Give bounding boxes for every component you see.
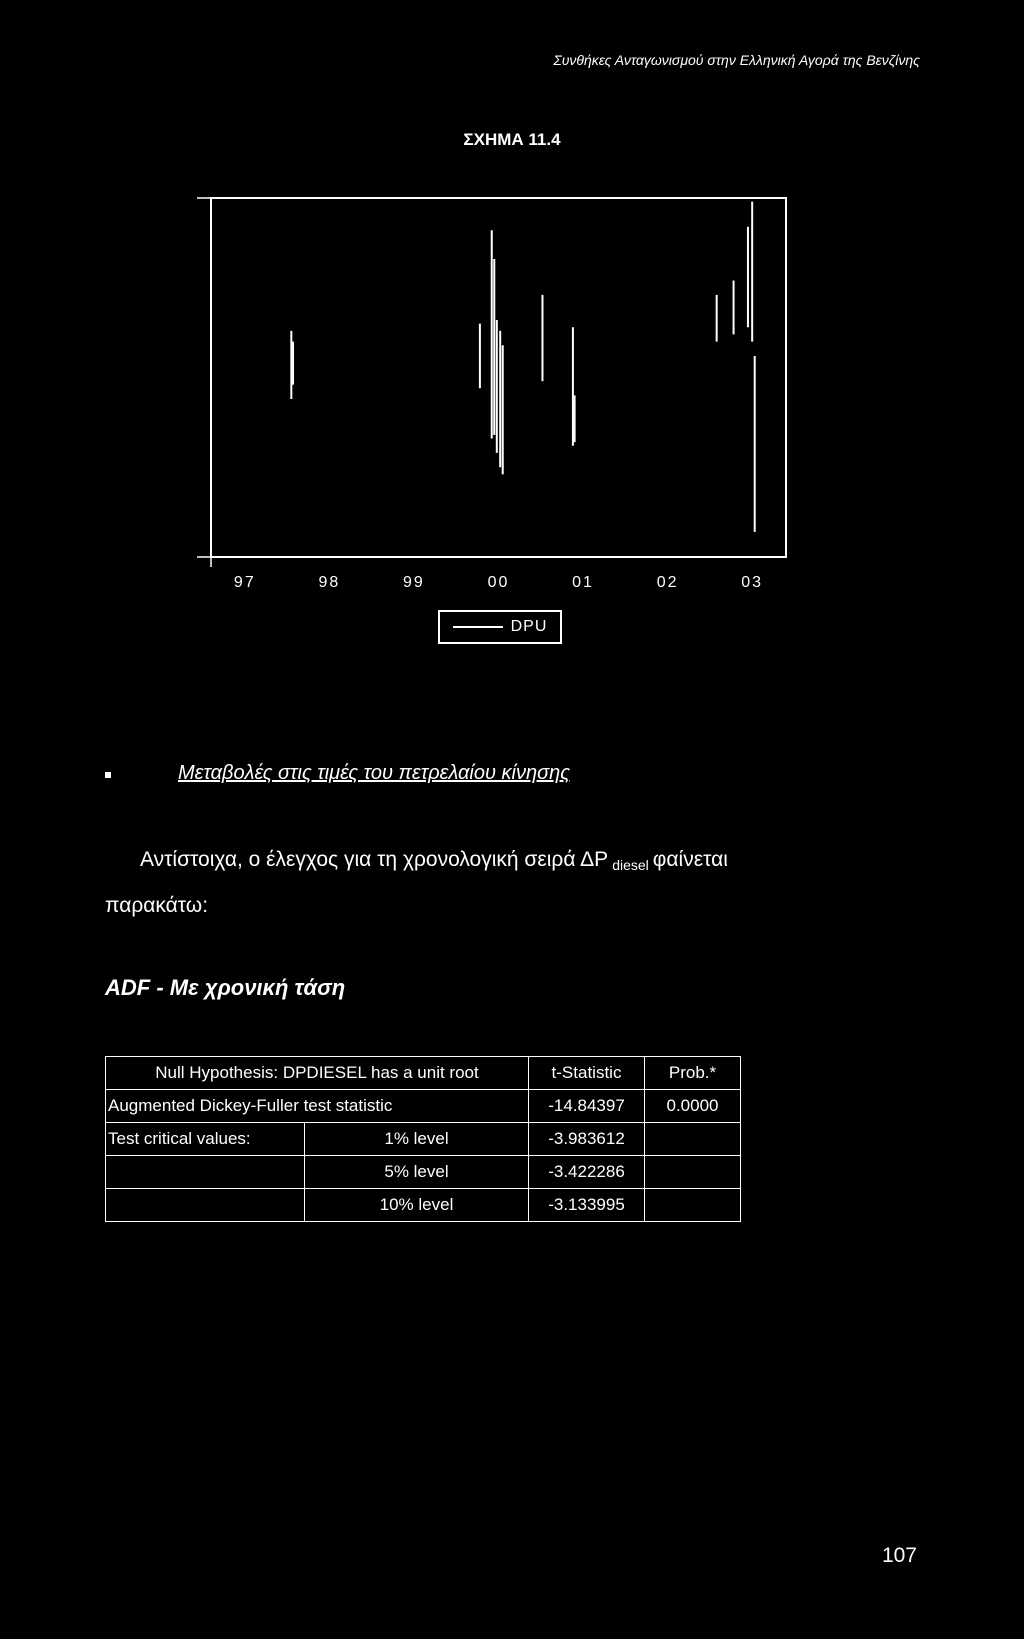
empty-cell [645, 1123, 741, 1156]
running-header: Συνθήκες Ανταγωνισμού στην Ελληνική Αγορά της Βενζίνης [553, 52, 920, 68]
legend-label: DPU [510, 618, 548, 635]
x-tick-label: 02 [656, 574, 679, 590]
paragraph-tail: φαίνεται [652, 848, 728, 871]
paragraph-line-2: παρακάτω: [105, 894, 209, 917]
empty-cell [645, 1156, 741, 1189]
adf-prob-cell: 0.0000 [645, 1090, 741, 1123]
empty-cell [106, 1189, 305, 1222]
paragraph-main: Αντίστοιχα, ο έλεγχος για τη χρονολογική σειρά ΔΡ [140, 848, 609, 871]
page-number: 107 [881, 1544, 917, 1567]
adf-tstat-cell: -14.84397 [529, 1090, 645, 1123]
chart-legend [438, 610, 562, 644]
prob-header-cell: Prob.* [645, 1057, 741, 1090]
dpu-chart [195, 190, 795, 590]
level-value-cell: -3.422286 [529, 1156, 645, 1189]
x-tick-label: 01 [572, 574, 594, 590]
adf-label-cell: Augmented Dickey-Fuller test statistic [106, 1090, 529, 1123]
legend-line-swatch [453, 626, 503, 628]
tstat-header-cell: t-Statistic [529, 1057, 645, 1090]
level-cell: 1% level [305, 1123, 529, 1156]
null-hypothesis-cell: Null Hypothesis: DPDIESEL has a unit root [106, 1057, 529, 1090]
figure-title: ΣΧΗΜΑ 11.4 [463, 130, 561, 149]
x-tick-label: 99 [403, 574, 425, 590]
bullet-marker [105, 772, 111, 778]
plot-area-frame [211, 198, 786, 557]
critical-row-1 [106, 1123, 741, 1156]
level-cell: 5% level [305, 1156, 529, 1189]
empty-cell [106, 1156, 305, 1189]
adf-results-table [105, 1056, 741, 1222]
adf-heading: ADF - Με χρονική τάση [105, 975, 346, 1000]
table-header-row [106, 1057, 741, 1090]
critical-label-cell: Test critical values: [106, 1123, 305, 1156]
adf-statistic-row [106, 1090, 741, 1123]
x-tick-label: 98 [318, 574, 341, 590]
level-cell: 10% level [305, 1189, 529, 1222]
x-tick-label: 03 [741, 574, 764, 590]
paragraph-subscript: diesel [612, 857, 649, 873]
paragraph-line-1 [140, 848, 728, 873]
x-tick-label: 00 [487, 574, 510, 590]
bullet-heading: Μεταβολές στις τιμές του πετρελαίου κίνησης [178, 762, 570, 784]
x-tick-label: 97 [233, 574, 256, 590]
empty-cell [645, 1189, 741, 1222]
level-value-cell: -3.133995 [529, 1189, 645, 1222]
level-value-cell: -3.983612 [529, 1123, 645, 1156]
critical-row-2 [106, 1156, 741, 1189]
critical-row-3 [106, 1189, 741, 1222]
